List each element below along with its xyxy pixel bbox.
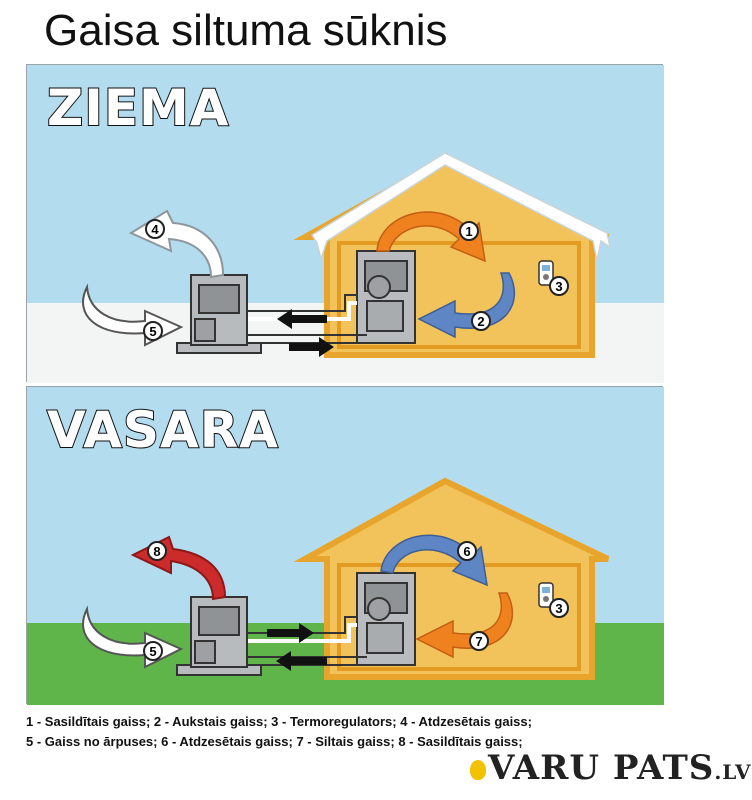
svg-text:1: 1 [465, 224, 473, 239]
winter-marker-2 [472, 312, 490, 330]
legend-line-1: 1 - Sasildītais gaiss; 2 - Aukstais gaiss; 3 - Termoregulators; 4 - Atdzesētais gaiss; [26, 714, 532, 729]
winter-panel [26, 64, 663, 382]
summer-indoor-unit [357, 573, 415, 665]
winter-marker-3 [550, 277, 568, 295]
brand-tld: .LV [714, 760, 752, 784]
svg-text:7: 7 [475, 634, 483, 649]
svg-text:3: 3 [555, 279, 563, 294]
summer-label: VASARA [47, 401, 279, 459]
svg-text:3: 3 [555, 601, 563, 616]
summer-marker-3 [550, 599, 568, 617]
page-title: Gaisa siltuma sūknis [44, 6, 448, 55]
svg-text:2: 2 [477, 314, 485, 329]
brand-logo [470, 748, 752, 788]
winter-label: ZIEMA [47, 79, 230, 137]
winter-marker-4 [146, 220, 164, 238]
svg-text:5: 5 [149, 324, 157, 339]
svg-text:8: 8 [153, 544, 161, 559]
svg-text:4: 4 [151, 222, 159, 237]
winter-marker-1 [460, 222, 478, 240]
summer-marker-5 [144, 642, 162, 660]
summer-panel [26, 386, 663, 704]
brand-name: VARU PATS [488, 748, 715, 788]
summer-marker-8 [148, 542, 166, 560]
lightbulb-icon [470, 760, 486, 780]
summer-marker-6 [458, 542, 476, 560]
summer-marker-7 [470, 632, 488, 650]
winter-marker-5 [144, 322, 162, 340]
legend-line-2: 5 - Gaiss no ārpuses; 6 - Atdzesētais gaiss; 7 - Siltais gaiss; 8 - Sasildītais gaiss; [26, 734, 523, 749]
svg-text:5: 5 [149, 644, 157, 659]
winter-indoor-unit [357, 251, 415, 343]
svg-text:6: 6 [463, 544, 471, 559]
